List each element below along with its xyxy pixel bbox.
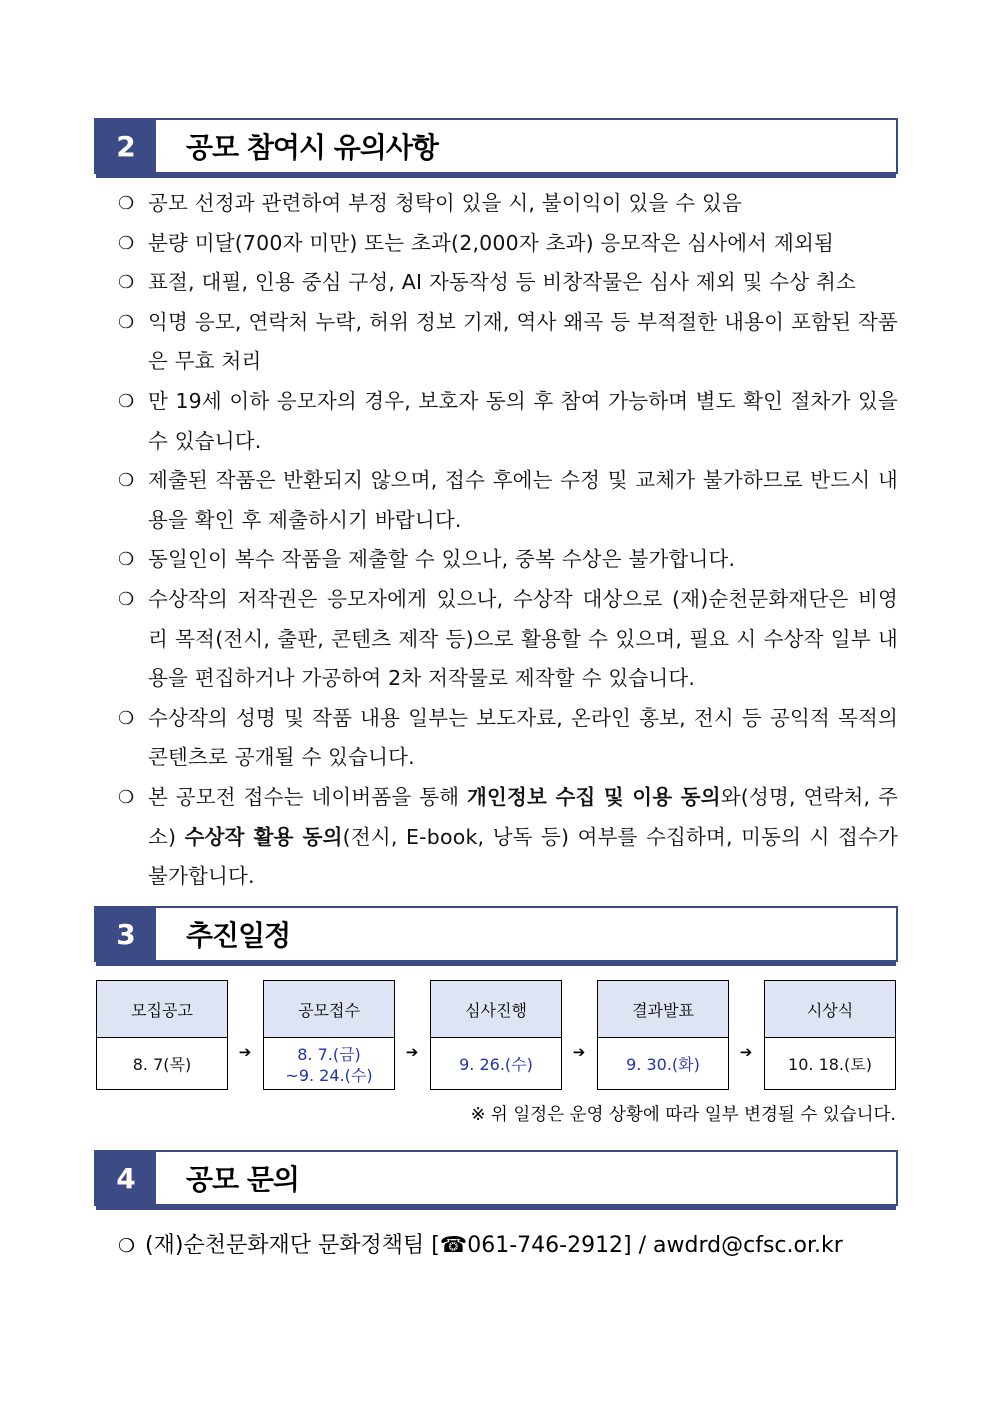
section-3-title: 추진일정 bbox=[186, 919, 291, 952]
circle-bullet-icon: ❍ bbox=[118, 549, 135, 571]
notice-text: 분량 미달(700자 미만) 또는 초과(2,000자 초과) 응모작은 심사에서 제외됨 bbox=[148, 230, 835, 255]
schedule-step bbox=[764, 980, 896, 1090]
schedule-step bbox=[597, 980, 729, 1090]
notice-item bbox=[118, 263, 898, 303]
circle-bullet-icon: ❍ bbox=[118, 1235, 136, 1257]
schedule-step-label: 모집공고 bbox=[97, 981, 227, 1038]
notice-item bbox=[118, 699, 898, 778]
section-2-header bbox=[94, 118, 898, 174]
contact-line bbox=[118, 1228, 843, 1259]
circle-bullet-icon: ❍ bbox=[118, 470, 135, 492]
notice-item bbox=[118, 461, 898, 540]
section-4-title: 공모 문의 bbox=[186, 1163, 299, 1196]
notice-item bbox=[118, 303, 898, 382]
schedule-step-label: 공모접수 bbox=[264, 981, 394, 1038]
schedule-step-label: 시상식 bbox=[765, 981, 895, 1038]
notice-text: 동일인이 복수 작품을 제출할 수 있으나, 중복 수상은 불가합니다. bbox=[148, 547, 736, 572]
circle-bullet-icon: ❍ bbox=[118, 232, 135, 254]
schedule-step-date: 8. 7(목) bbox=[132, 1055, 192, 1074]
consent-text-part1: 본 공모전 접수는 네이버폼을 통해 bbox=[148, 784, 468, 809]
notice-item bbox=[118, 540, 898, 580]
circle-bullet-icon: ❍ bbox=[118, 311, 135, 333]
schedule-step bbox=[430, 980, 562, 1090]
notice-list bbox=[118, 184, 898, 897]
notice-item bbox=[118, 382, 898, 461]
notice-text: 수상작의 성명 및 작품 내용 일부는 보도자료, 온라인 홍보, 전시 등 공익적 목적의 콘텐츠로 공개될 수 있습니다. bbox=[148, 705, 898, 770]
notice-text: 표절, 대필, 인용 중심 구성, AI 자동작성 등 비창작물은 심사 제외 및 수상 취소 bbox=[148, 270, 857, 295]
consent-usage-bold: 수상작 활용 동의 bbox=[184, 824, 343, 849]
schedule-step-date: 8. 7.(금) ~9. 24.(수) bbox=[285, 1044, 373, 1085]
section-4-header bbox=[94, 1150, 898, 1206]
notice-text: 만 19세 이하 응모자의 경우, 보호자 동의 후 참여 가능하며 별도 확인 절차가 있을 수 있습니다. bbox=[148, 388, 898, 453]
schedule-step-date: 9. 26.(수) bbox=[459, 1055, 533, 1074]
circle-bullet-icon: ❍ bbox=[118, 588, 135, 610]
schedule-step-label: 결과발표 bbox=[598, 981, 728, 1038]
notice-item bbox=[118, 580, 898, 699]
section-2-number: 2 bbox=[96, 120, 156, 172]
schedule-flow bbox=[96, 980, 898, 1092]
arrow-right-icon: ➔ bbox=[405, 1043, 419, 1061]
notice-item-consent bbox=[118, 778, 898, 897]
circle-bullet-icon: ❍ bbox=[118, 272, 135, 294]
arrow-right-icon: ➔ bbox=[572, 1043, 586, 1061]
notice-text: 익명 응모, 연락처 누락, 허위 정보 기재, 역사 왜곡 등 부적절한 내용이 포함된 작품은 무효 처리 bbox=[148, 309, 898, 374]
circle-bullet-icon: ❍ bbox=[118, 786, 135, 808]
section-2-title: 공모 참여시 유의사항 bbox=[186, 131, 438, 164]
schedule-step-date: 9. 30.(화) bbox=[626, 1055, 700, 1074]
notice-item bbox=[118, 184, 898, 224]
notice-item bbox=[118, 224, 898, 264]
circle-bullet-icon: ❍ bbox=[118, 193, 135, 214]
contact-text[interactable]: (재)순천문화재단 문화정책팀 [☎061-746-2912] / awdrd@cfsc.or.kr bbox=[145, 1233, 843, 1258]
section-4-number: 4 bbox=[96, 1152, 156, 1204]
schedule-note: ※ 위 일정은 운영 상황에 따라 일부 변경될 수 있습니다. bbox=[470, 1105, 896, 1125]
consent-privacy-bold: 개인정보 수집 및 이용 동의 bbox=[467, 784, 721, 809]
schedule-step-label: 심사진행 bbox=[431, 981, 561, 1038]
schedule-step bbox=[96, 980, 228, 1090]
section-3-header bbox=[94, 906, 898, 962]
section-3-number: 3 bbox=[96, 908, 156, 960]
notice-text: 제출된 작품은 반환되지 않으며, 접수 후에는 수정 및 교체가 불가하므로 반드시 내용을 확인 후 제출하시기 바랍니다. bbox=[148, 468, 898, 532]
schedule-step-date: 10. 18.(토) bbox=[788, 1055, 872, 1074]
circle-bullet-icon: ❍ bbox=[118, 707, 135, 729]
consent-text-part2: 와(성명, 연락처, 주소) bbox=[148, 784, 898, 849]
arrow-right-icon: ➔ bbox=[238, 1043, 252, 1061]
schedule-step bbox=[263, 980, 395, 1090]
notice-text: 공모 선정과 관련하여 부정 청탁이 있을 시, 불이익이 있을 수 있음 bbox=[148, 191, 742, 215]
notice-text: 수상작의 저작권은 응모자에게 있으나, 수상작 대상으로 (재)순천문화재단은 비영리 목적(전시, 출판, 콘텐츠 제작 등)으로 활용할 수 있으며, 필요 시 수상작 일부 내용을 편집하거나 가공하여 2차 저작물로 제작할 수 있습니다. bbox=[148, 586, 898, 691]
arrow-right-icon: ➔ bbox=[739, 1043, 753, 1061]
circle-bullet-icon: ❍ bbox=[118, 390, 135, 412]
consent-text-part3: (전시, E-book, 낭독 등) 여부를 수집하며, 미동의 시 접수가 불가합니다. bbox=[148, 824, 898, 889]
